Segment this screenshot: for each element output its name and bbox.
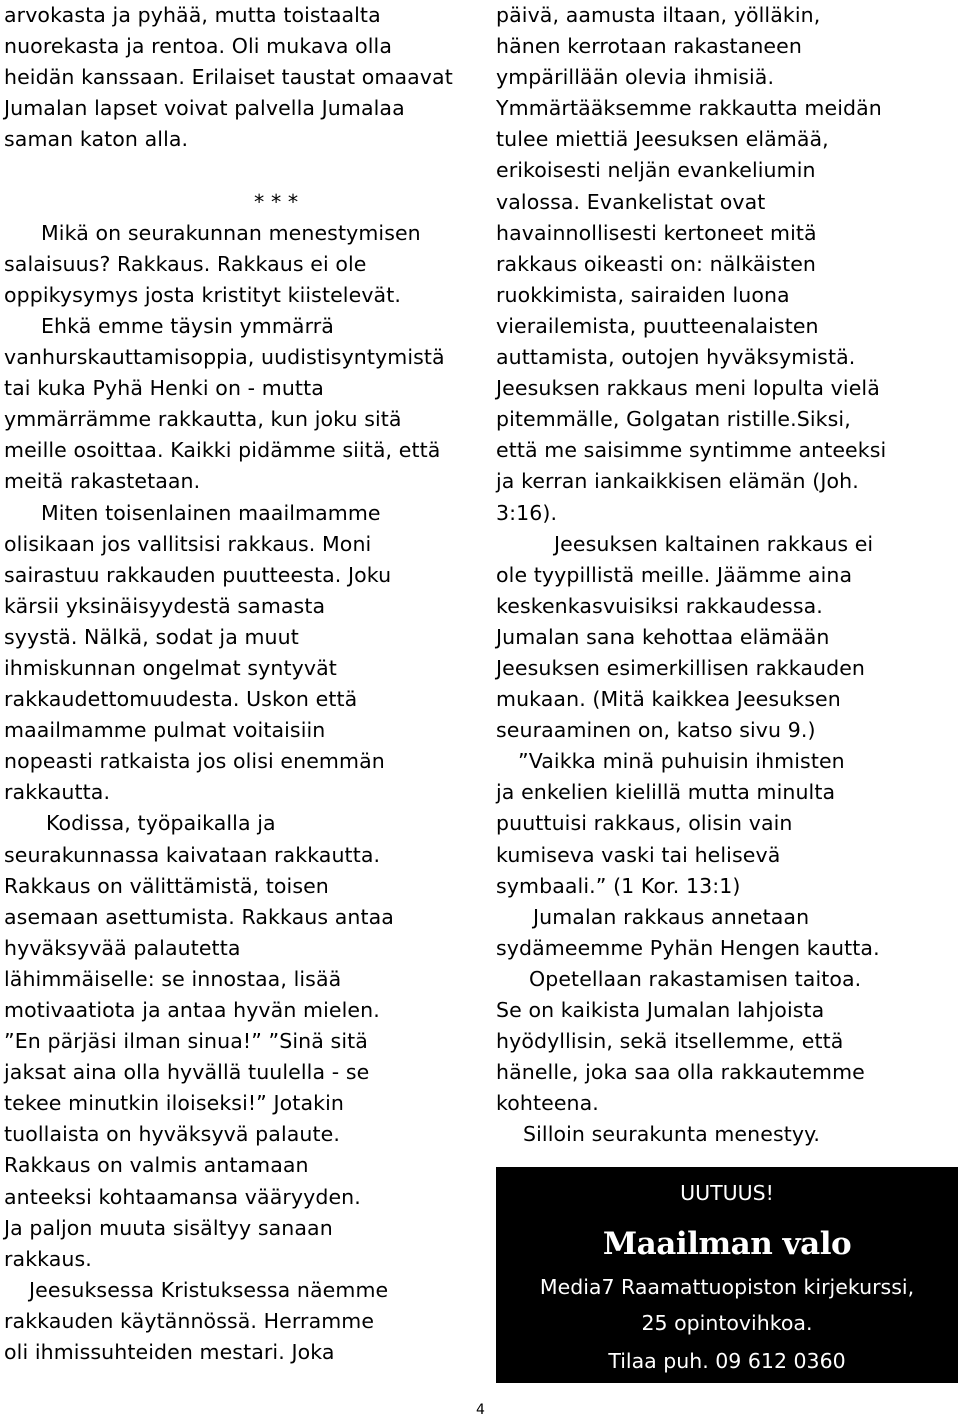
right-text-line: havainnollisesti kertoneet mitä [496,220,817,245]
left-text-line: vanhurskauttamisoppia, uudistisyntymistä [4,345,445,370]
right-text-line: Jeesuksen kaltainen rakkaus ei [554,531,874,556]
ad-booklet-count: 25 opintovihkoa. [641,1311,813,1335]
left-text-line: syystä. Nälkä, sodat ja muut [4,624,299,649]
right-text-line: Se on kaikista Jumalan lahjoista [496,998,825,1022]
left-text-line: heidän kanssaan. Erilaiset taustat omaavat [4,65,453,90]
right-text-line: hänelle, joka saa olla rakkautemme [496,1060,865,1085]
ad-title: Maailman valo [602,1226,852,1262]
right-text-line: kohteena. [496,1091,599,1116]
left-text-line: seurakunnassa kaivataan rakkautta. [4,842,381,867]
left-text-line: Kodissa, työpaikalla ja [46,811,276,836]
left-text-line: anteeksi kohtaamansa vääryyden. [4,1184,361,1209]
right-text-line: 3:16). [496,500,558,525]
advertisement-box [496,1167,958,1383]
left-text-line: Ehkä emme täysin ymmärrä [41,313,334,338]
left-text-line: meille osoittaa. Kaikki pidämme siitä, että [4,438,441,463]
right-text-line: Jumalan sana kehottaa elämään [496,624,830,649]
left-text-line: motivaatiota ja antaa hyvän mielen. [4,998,380,1022]
right-text-line: seuraaminen on, katso sivu 9.) [496,718,816,743]
right-text-line: ympärillään olevia ihmisiä. [496,65,775,90]
right-text-line: Opetellaan rakastamisen taitoa. [529,966,862,991]
right-text-line: että me saisimme syntimme anteeksi [496,438,887,463]
left-text-line: rakkaus. [4,1246,92,1271]
left-text-line: tuollaista on hyväksyvä palaute. [4,1122,340,1147]
left-text-line: maailmamme pulmat voitaisiin [4,718,326,743]
right-text-line: ole tyypillistä meille. Jäämme aina [496,562,853,587]
left-text-line: Miten toisenlainen maailmamme [41,500,381,525]
left-text-line: ”En pärjäsi ilman sinua!” ”Sinä sitä [4,1029,368,1054]
ad-label: UUTUUS! [680,1181,774,1205]
right-text-line: sydämeemme Pyhän Hengen kautta. [496,935,880,960]
right-text-line: erikoisesti neljän evankeliumin [496,158,816,183]
left-text-line: olisikaan jos vallitsisi rakkaus. Moni [4,531,372,556]
right-text-line: ruokkimista, sairaiden luona [496,282,790,307]
left-text-line: tai kuka Pyhä Henki on - mutta [4,376,324,401]
left-text-line: oppikysymys josta kristityt kiistelevät. [4,282,401,307]
right-text-line: Jeesuksen rakkaus meni lopulta vielä [496,376,880,401]
left-text-line: ymmärrämme rakkautta, kun joku sitä [4,407,402,432]
left-text-line: nopeasti ratkaista jos olisi enemmän [4,749,385,774]
left-text-line: hyväksyvää palautetta [4,935,241,960]
right-text-line: hänen kerrotaan rakastaneen [496,34,802,59]
ad-course-description: Media7 Raamattuopiston kirjekurssi, [539,1275,915,1299]
left-text-line: Jeesuksessa Kristuksessa näemme [29,1277,389,1302]
left-text-line: lähimmäiselle: se innostaa, lisää [4,966,342,991]
left-text-line: ihmiskunnan ongelmat syntyvät [4,655,337,680]
left-text-line: saman katon alla. [4,127,189,152]
left-text-line: kärsii yksinäisyydestä samasta [4,593,326,618]
right-text-line: tulee miettiä Jeesuksen elämää, [496,127,829,152]
page-number: 4 [476,1402,485,1418]
right-text-line: Silloin seurakunta menestyy. [523,1122,821,1147]
right-text-line: ja enkelien kielillä mutta minulta [496,780,836,805]
left-text-line: oli ihmissuhteiden mestari. Joka [4,1340,335,1365]
right-text-line: pitemmälle, Golgatan ristille.Siksi, [496,407,851,432]
right-text-line: Jumalan rakkaus annetaan [533,904,810,929]
left-text-line: Mikä on seurakunnan menestymisen [41,220,421,245]
left-text-line: asemaan asettumista. Rakkaus antaa [4,904,394,929]
left-text-line: rakkauden käytännössä. Herramme [4,1308,375,1333]
left-text-line: rakkaudettomuudesta. Uskon että [4,687,358,712]
left-text-line: salaisuus? Rakkaus. Rakkaus ei ole [4,251,367,276]
left-text-line: tekee minutkin iloiseksi!” Jotakin [4,1091,344,1116]
right-text-line: päivä, aamusta iltaan, yölläkin, [496,3,821,27]
left-text-line: arvokasta ja pyhää, mutta toistaalta [4,3,381,27]
left-text-line: rakkautta. [4,780,111,805]
left-text-line: Ja paljon muuta sisältyy sanaan [4,1215,333,1240]
left-text-line: jaksat aina olla hyvällä tuulella - se [4,1060,370,1085]
left-text-line: Rakkaus on välittämistä, toisen [4,873,329,898]
left-text-line [4,155,474,186]
right-text-line: Ymmärtääksemme rakkautta meidän [496,96,882,121]
right-text-line: symbaali.” (1 Kor. 13:1) [496,873,741,898]
right-text-line: ja kerran iankaikkisen elämän (Joh. [496,469,859,494]
right-text-line: mukaan. (Mitä kaikkea Jeesuksen [496,687,841,712]
right-text-line: keskenkasvuisiksi rakkaudessa. [496,593,823,618]
left-text-line: nuorekasta ja rentoa. Oli mukava olla [4,34,393,59]
left-text-line: Rakkaus on valmis antamaan [4,1153,309,1178]
ad-order-phone: Tilaa puh. 09 612 0360 [608,1349,846,1373]
right-text-column [496,0,956,1150]
left-text-line: sairastuu rakkauden puutteesta. Joku [4,562,392,587]
right-text-line: puuttuisi rakkaus, olisin vain [496,811,793,836]
right-text-line: hyödyllisin, sekä itsellemme, että [496,1029,844,1054]
right-text-line: Jeesuksen esimerkillisen rakkauden [496,655,866,680]
left-text-line: meitä rakastetaan. [4,469,201,494]
right-text-line: kumiseva vaski tai helisevä [496,842,781,867]
left-text-line: Jumalan lapset voivat palvella Jumalaa [4,96,405,121]
left-text-column [4,0,474,1368]
left-text-line: * * * [254,189,299,214]
right-text-line: valossa. Evankelistat ovat [496,189,766,214]
right-text-line: auttamista, outojen hyväksymistä. [496,345,856,370]
right-text-line: rakkaus oikeasti on: nälkäisten [496,251,817,276]
right-text-line: ”Vaikka minä puhuisin ihmisten [518,749,845,774]
right-text-line: vierailemista, puutteenalaisten [496,313,819,338]
